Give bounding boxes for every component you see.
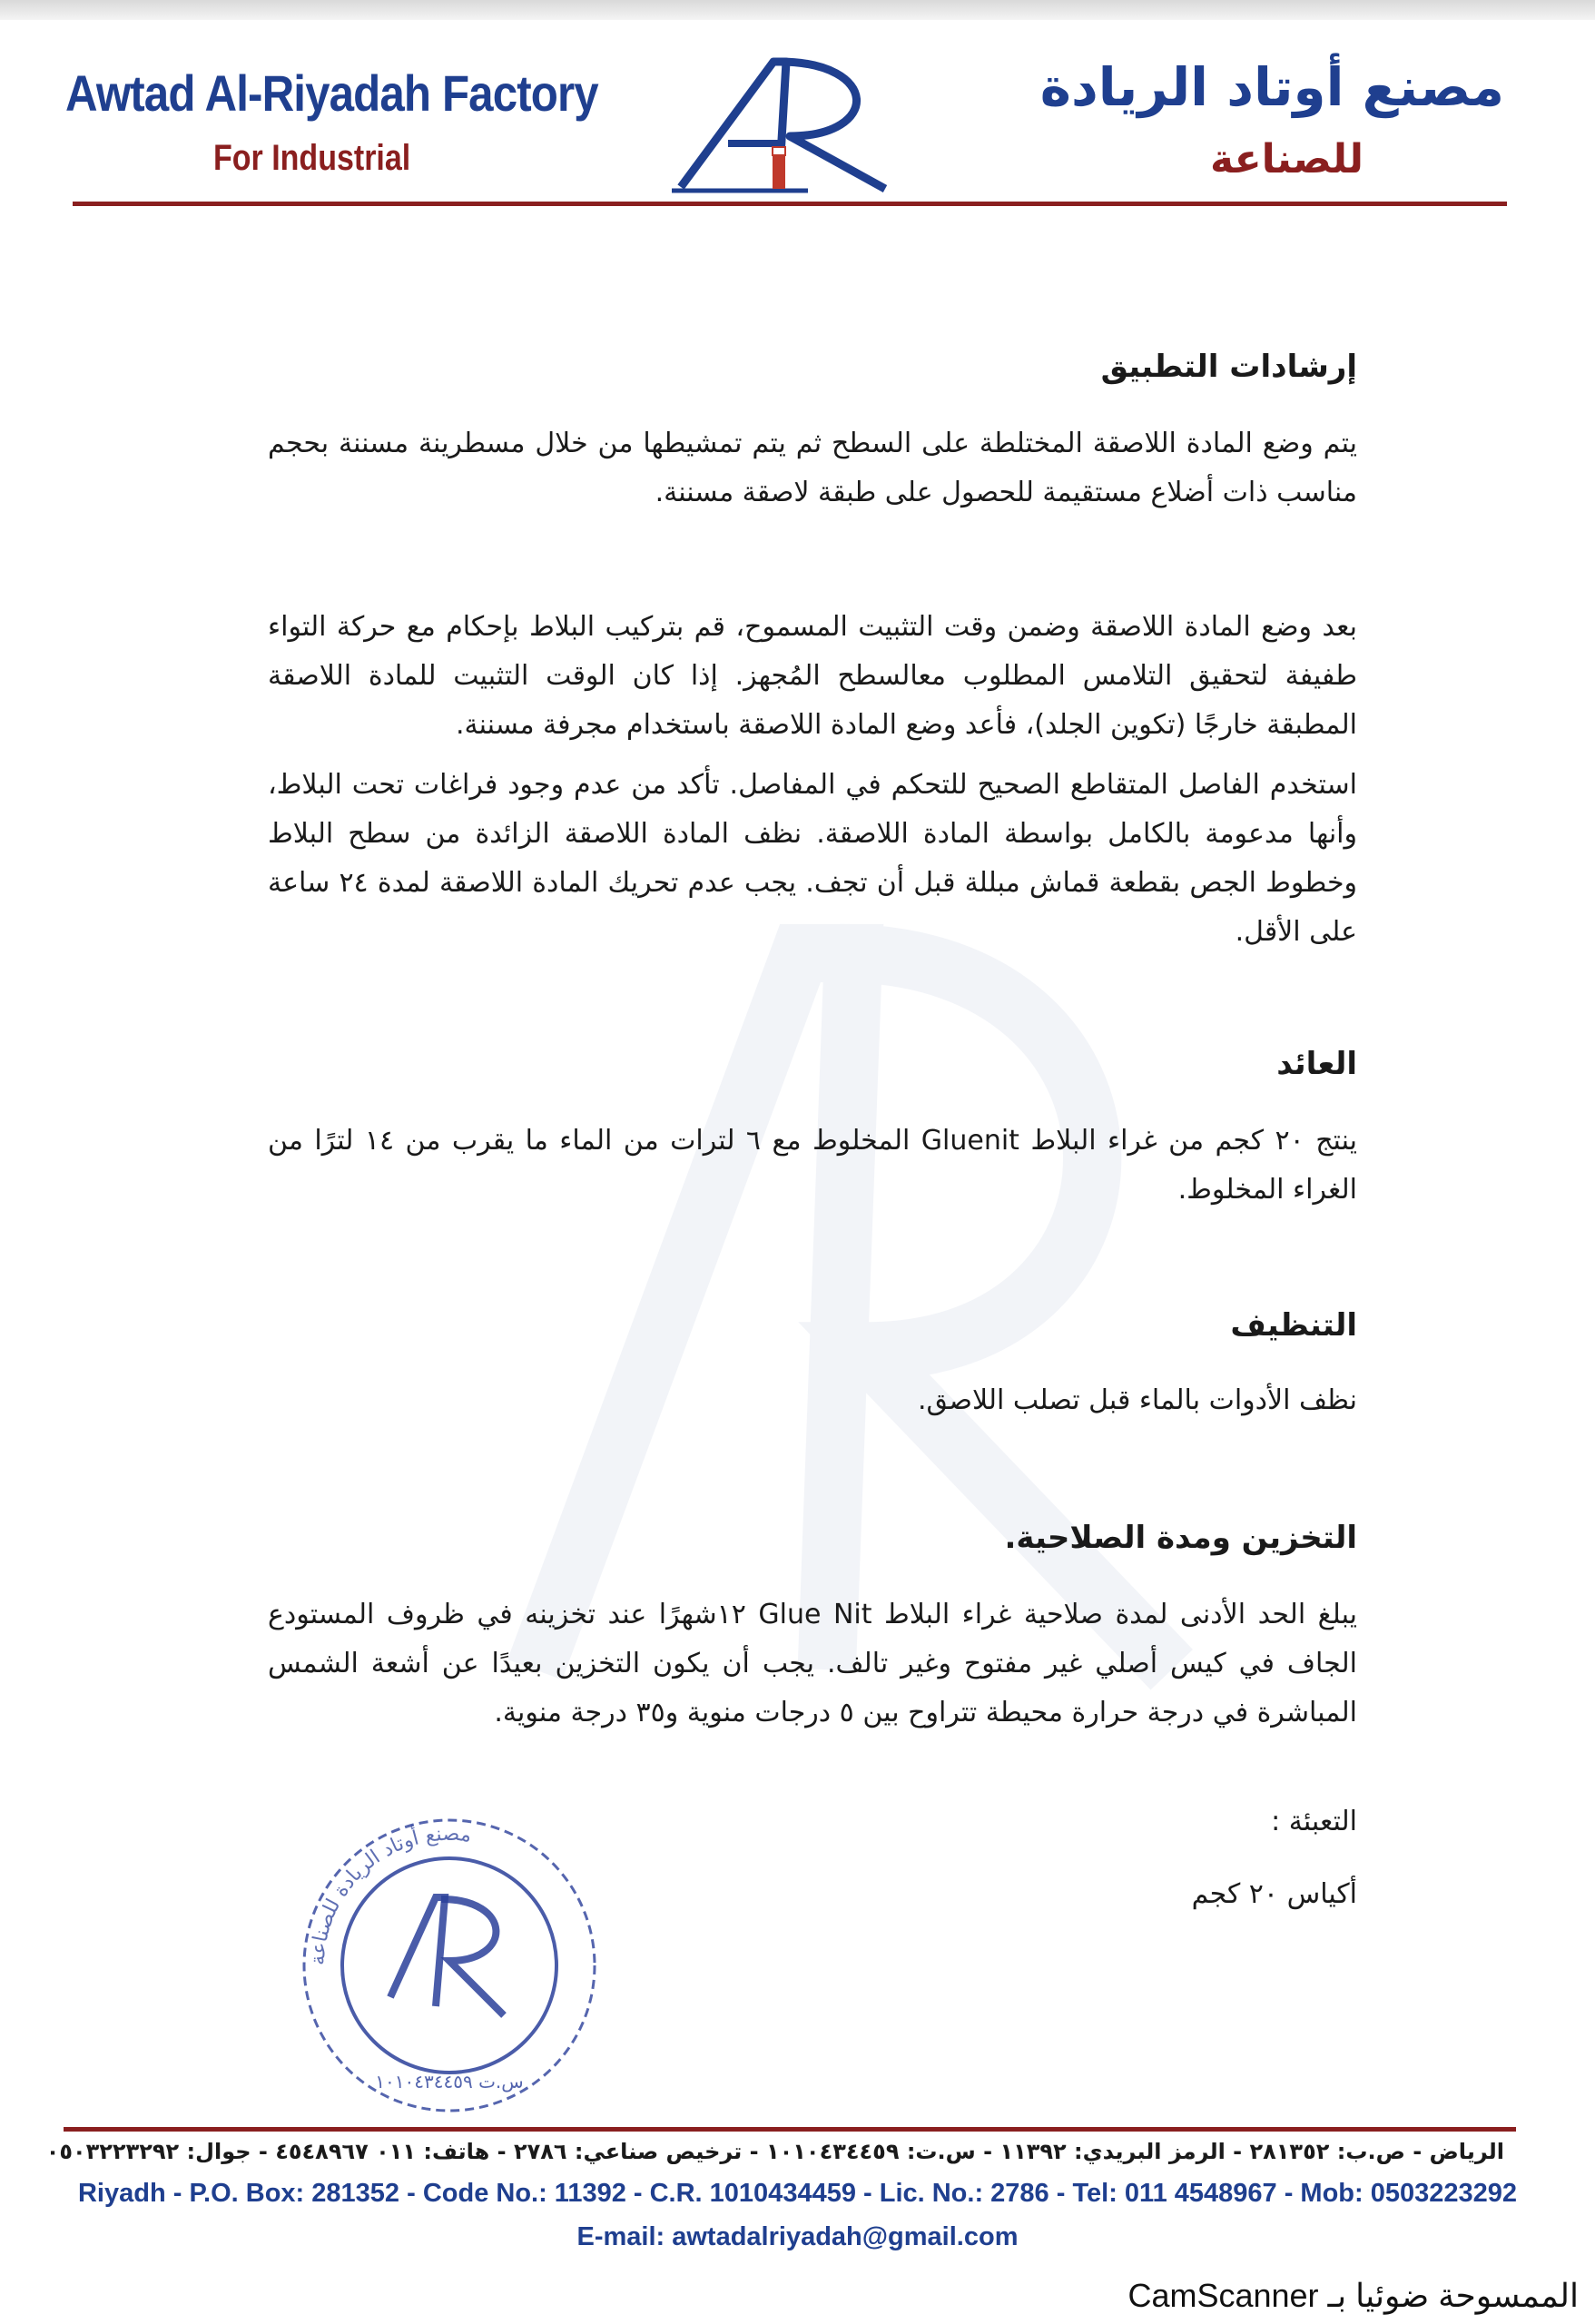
heading-cleaning: التنظيف <box>1230 1307 1357 1344</box>
cleaning-paragraph: نظف الأدوات بالماء قبل تصلب اللاصق. <box>917 1384 1357 1416</box>
footer-address-en: Riyadh - P.O. Box: 281352 - Code No.: 11392 - C.R. 1010434459 - Lic. No.: 2786 - Tel: 011 4548967 - Mob: 0503223292 <box>77 2179 1518 2208</box>
application-paragraph-1: يتم وضع المادة اللاصقة المختلطة على السطح ثم يتم تمشيطها من خلال مسطرينة مسننة بحجم مناسب ذات أضلاع مستقيمة للحصول على طبقة لاصقة مسننة. <box>268 428 1357 508</box>
heading-yield: العائد <box>1276 1046 1357 1082</box>
stamp-reg-text: س.ت ١٠١٠٤٣٤٤٥٩ <box>375 2071 524 2093</box>
camscanner-watermark: الممسوحة ضوئيا بـ CamScanner <box>1127 2277 1579 2314</box>
logo-watermark <box>508 890 1198 1707</box>
company-tagline-ar: للصناعة <box>1209 136 1364 182</box>
company-name-en: Awtad Al-Riyadah Factory <box>65 64 598 122</box>
heading-storage: التخزين ومدة الصلاحية. <box>1004 1520 1357 1556</box>
storage-paragraph: يبلغ الحد الأدنى لمدة صلاحية غراء البلاط Glue Nit ١٢شهرًا عند تخزينه في ظروف المستودع الجاف في كيس أصلي غير مفتوح وغير تالف. يجب أن يكون التخزين بعيدًا عن أشعة الشمس المباشرة في درجة حرارة محيطة تتراوح بين ٥ درجات منوية و٣٥ درجة منوية. <box>268 1599 1357 1728</box>
yield-paragraph: ينتج ٢٠ كجم من غراء البلاط Gluenit المخلوط مع ٦ لترات من الماء ما يقرب من ١٤ لترًا من الغراء المخلوط. <box>268 1125 1358 1206</box>
packaging-value: أكياس ٢٠ كجم <box>1191 1878 1357 1910</box>
scan-top-edge <box>0 0 1595 20</box>
packaging-label: التعبئة : <box>1271 1806 1357 1837</box>
heading-application: إرشادات التطبيق <box>1100 349 1357 385</box>
application-paragraph-3: استخدم الفاصل المتقاطع الصحيح للتحكم في المفاصل. تأكد من عدم وجود فراغات تحت البلاط، وأنها مدعومة بالكامل بواسطة المادة اللاصقة. نظف المادة اللاصقة الزائدة من سطح البلاط وخطوط الجص بقطعة قماش مبللة قبل أن تجف. يجب عدم تحريك المادة اللاصقة لمدة ٢٤ ساعة على الأقل. <box>268 769 1357 948</box>
company-logo <box>672 53 908 198</box>
company-stamp <box>300 1816 599 2115</box>
section-application <box>268 347 1357 387</box>
company-name-ar: مصنع أوتاد الريادة <box>1039 56 1504 118</box>
stamp-ring-text: مصنع أوتاد الريادة للصناعة <box>306 1822 473 1966</box>
footer-address-ar: الرياض - ص.ب: ٢٨١٣٥٢ - الرمز البريدي: ١١٣٩٢ - س.ت: ١٠١٠٤٣٤٤٥٩ - ترخيص صناعي: ٢٧٨٦ - هاتف: ٠١١ ٤٥٤٨٩٦٧ - جوال: ٠٥٠٣٢٢٣٢٩٢ <box>45 2139 1504 2164</box>
header-divider <box>73 202 1507 206</box>
footer-email: E-mail: awtadalriyadah@gmail.com <box>576 2222 1019 2251</box>
company-tagline-en: For Industrial <box>213 138 411 178</box>
application-paragraph-2: بعد وضع المادة اللاصقة وضمن وقت التثبيت المسموح، قم بتركيب البلاط بإحكام مع حركة التواء طفيفة لتحقيق التلامس المطلوب معالسطح المُجهز. إذا كان الوقت التثبيت للمادة اللاصقة المطبقة خارجًا (تكوين الجلد)، فأعد وضع المادة اللاصقة باستخدام مجرفة مسننة. <box>268 611 1357 741</box>
footer-divider <box>64 2127 1516 2132</box>
